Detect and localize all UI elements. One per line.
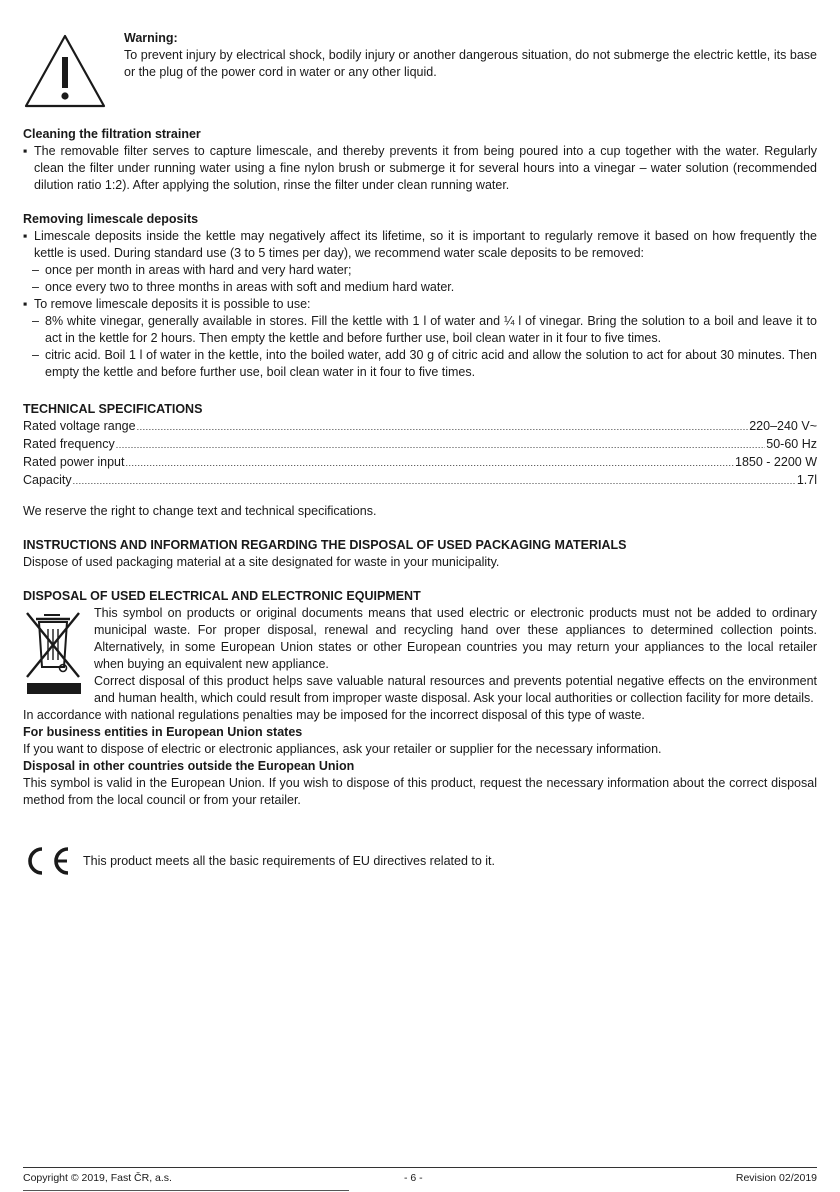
crossed-out-wheeled-bin-icon — [23, 607, 83, 695]
spec-label: Capacity — [23, 473, 72, 487]
weee-heading: DISPOSAL OF USED ELECTRICAL AND ELECTRONIC EQUIPMENT — [23, 589, 421, 603]
footer-revision: Revision 02/2019 — [735, 1172, 817, 1184]
warning-triangle-icon — [23, 33, 107, 109]
spec-value: 1.7l — [796, 473, 817, 487]
weee-section — [23, 588, 817, 809]
other-countries-heading: Disposal in other countries outside the European Union — [23, 759, 355, 773]
limescale-heading: Removing limescale deposits — [23, 212, 199, 226]
other-countries-text: This symbol is valid in the European Union. If you wish to dispose of this product, request the necessary information about the correct disposal method from the local council or from your retailer. — [23, 776, 817, 807]
weee-para-1: This symbol on products or original documents means that used electric or electronic products must not be added to ordinary municipal waste. For proper disposal, renewal and recycling hand over these appliances to determined collection points. Alternatively, in some European Union states or other European countries you may return your appliances to the local retailer when buying an equivalent new appliance. — [94, 606, 817, 671]
filter-section — [23, 126, 817, 194]
limescale-sub-item: – once every two to three months in areas with soft and medium hard water. — [23, 279, 817, 296]
specs-section — [23, 401, 817, 490]
reserve-text: We reserve the right to change text and technical specifications. — [23, 504, 377, 518]
spec-label: Rated frequency — [23, 437, 115, 451]
ce-text: This product meets all the basic requirements of EU directives related to it. — [83, 853, 495, 868]
packaging-text: Dispose of used packaging material at a site designated for waste in your municipality. — [23, 555, 500, 569]
packaging-heading: INSTRUCTIONS AND INFORMATION REGARDING THE DISPOSAL OF USED PACKAGING MATERIALS — [23, 538, 627, 552]
limescale-sub-item: – once per month in areas with hard and very hard water; — [23, 262, 817, 279]
spec-label: Rated power input — [23, 455, 125, 469]
limescale-sub-item: – 8% white vinegar, generally available in stores. Fill the kettle with 1 l of water and ¼ l of vinegar. Bring the solution to a boil and leave it to act in the kettle for 2 hours. Then empty the kettle and before further use, boil clean water in it four to five times. — [23, 313, 817, 347]
footer-copyright: Copyright © 2019, Fast ČR, a.s. — [23, 1172, 172, 1184]
spec-value: 220–240 V~ — [749, 419, 817, 433]
limescale-sub-item: – citric acid. Boil 1 l of water in the kettle, into the boiled water, add 30 g of citric acid and allow the solution to act for about 30 minutes. Then empty the kettle and before further use, boil clean water in it four to five times. — [23, 347, 817, 381]
spec-row — [23, 454, 817, 472]
ce-mark-icon — [23, 846, 71, 876]
filter-item: ▪ The removable filter serves to capture limescale, and thereby prevents it from being poured into a cup together with the water. Regularly clean the filter under running water using a fine nylon brush or submerge it for several hours into a vinegar – water solution (recommended dilution ratio 1:2). After applying the solution, rinse the filter under clean running water. — [23, 143, 817, 194]
limescale-item-1-text: Limescale deposits inside the kettle may negatively affect its lifetime, so it is important to regularly remove it based on how frequently the kettle is used. During standard use (3 to 5 times per day), we recommend water scale deposits to be removed: — [34, 229, 817, 260]
page-footer — [23, 1167, 817, 1187]
document-page — [23, 0, 817, 1192]
limescale-item-2 — [23, 296, 817, 381]
spec-label: Rated voltage range — [23, 419, 136, 433]
limescale-item-1 — [23, 228, 817, 296]
reserve-note — [23, 503, 817, 520]
bottom-rule — [23, 1190, 349, 1191]
limescale-item-2-text: To remove limescale deposits it is possible to use: — [34, 297, 311, 311]
business-text: If you want to dispose of electric or electronic appliances, ask your retailer or supplier for the necessary information. — [23, 742, 662, 756]
ce-section — [23, 846, 817, 876]
spec-row — [23, 472, 817, 490]
spec-value: 1850 - 2200 W — [735, 455, 817, 469]
spec-value: 50-60 Hz — [766, 437, 817, 451]
warning-text: To prevent injury by electrical shock, bodily injury or another dangerous situation, do not submerge the electric kettle, its base or the plug of the power cord in water or any other liquid. — [124, 48, 817, 79]
business-heading: For business entities in European Union states — [23, 725, 303, 739]
weee-penalties: In accordance with national regulations penalties may be imposed for the incorrect disposal of this type of waste. — [23, 708, 645, 722]
warning-block — [23, 30, 817, 115]
weee-para-2: Correct disposal of this product helps save valuable natural resources and prevents potential negative effects on the environment and human health, which could result from improper waste disposal. Ask your local authorities or collection facility for more details. — [94, 674, 817, 705]
spec-row — [23, 418, 817, 436]
spec-row — [23, 436, 817, 454]
limescale-section — [23, 211, 817, 381]
warning-title: Warning: — [124, 31, 178, 45]
packaging-section — [23, 537, 817, 571]
specs-heading: TECHNICAL SPECIFICATIONS — [23, 402, 203, 416]
filter-heading: Cleaning the filtration strainer — [23, 127, 201, 141]
footer-page-number: - 6 - — [404, 1172, 423, 1184]
